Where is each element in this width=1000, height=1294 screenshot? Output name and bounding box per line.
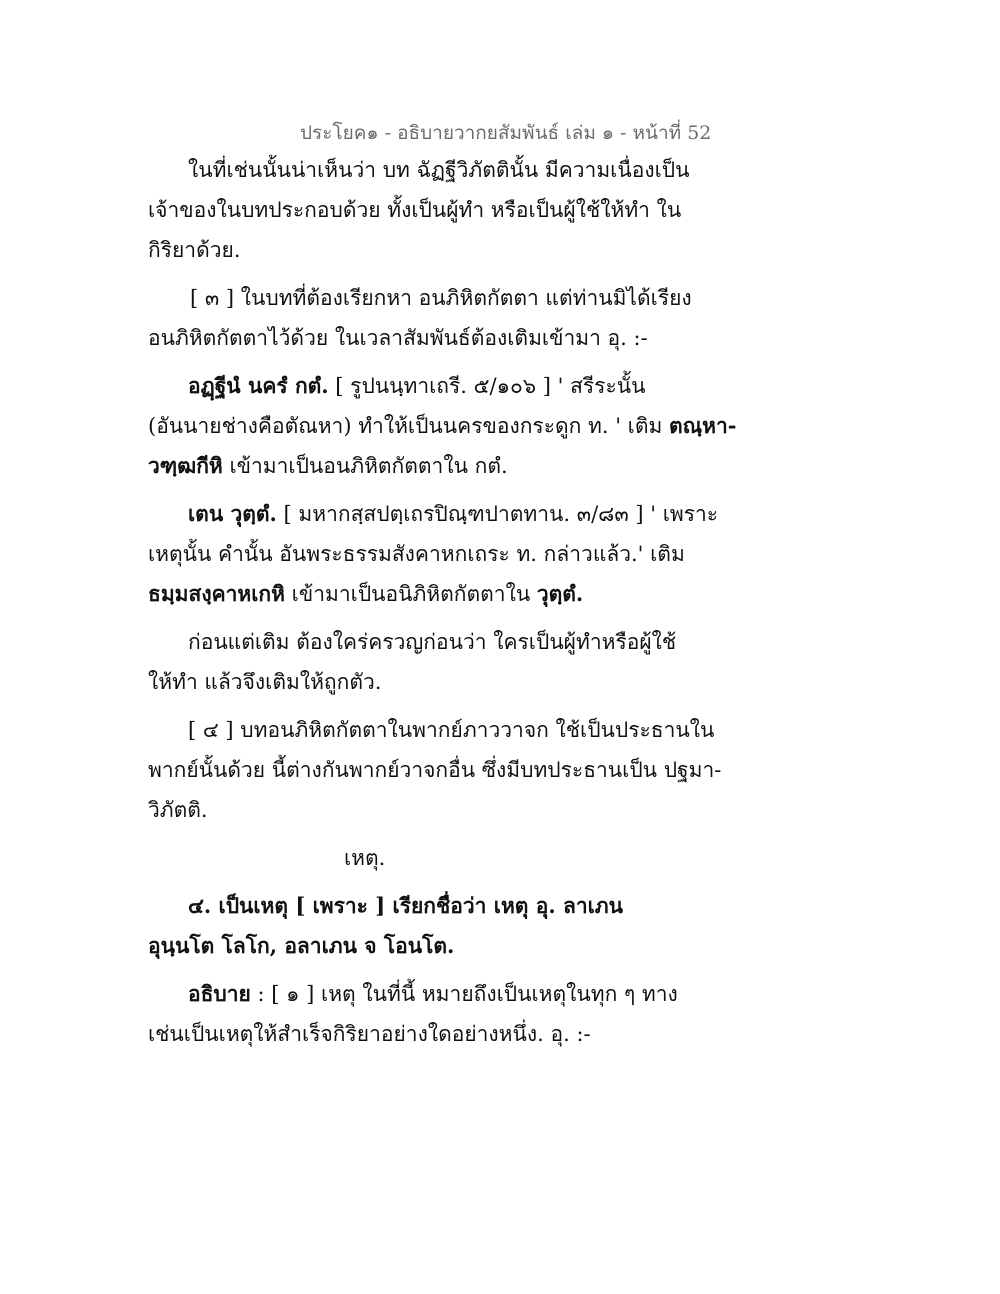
rule-line bbox=[148, 886, 678, 926]
example-text: [ มหากสฺสปตฺเถรปิณฺฑปาตทาน. ๓/๘๓ ] ' เพราะ bbox=[276, 502, 719, 526]
paragraph-line: ก่อนแต่เติม ต้องใคร่ครวญก่อนว่า ใครเป็นผู้ทำหรือผู้ใช้ bbox=[188, 630, 677, 654]
example-text: (อันนายช่างคือตัณหา) ทำให้เป็นนครของกระดูก ท. ' เติม bbox=[148, 414, 669, 438]
paragraph-line: ให้ทำ แล้วจึงเติมให้ถูกตัว. bbox=[148, 670, 382, 694]
example-text: เข้ามาเป็นอนิภิหิตกัตตาใน bbox=[285, 582, 537, 606]
example-line bbox=[148, 574, 678, 614]
rule-line bbox=[148, 926, 678, 966]
explanation-line bbox=[148, 974, 678, 1014]
explanation-label: อธิบาย bbox=[188, 981, 251, 1006]
pali-term: วุตฺตํ. bbox=[536, 581, 584, 606]
paragraph-line: กิริยาด้วย. bbox=[148, 238, 241, 262]
example-line bbox=[148, 406, 737, 446]
paragraph-line: [ ๓ ] ในบทที่ต้องเรียกหา อนภิหิตกัตตา แต่ท่านมิได้เรียง bbox=[190, 286, 692, 310]
paragraph-line: เจ้าของในบทประกอบด้วย ทั้งเป็นผู้ทำ หรือเป็นผู้ใช้ให้ทำ ใน bbox=[148, 198, 682, 222]
pali-term: วฑฺฒกีหิ bbox=[148, 453, 223, 478]
paragraph-line: อนภิหิตกัตตาไว้ด้วย ในเวลาสัมพันธ์ต้องเติมเข้ามา อุ. :- bbox=[148, 326, 648, 350]
paragraph-line: [ ๔ ] บทอนภิหิตกัตตาในพากย์ภาววาจก ใช้เป็นประธานใน bbox=[188, 718, 715, 742]
pali-term: ตณฺหา- bbox=[668, 413, 737, 438]
pali-term: อฏฺฐีนํ นครํ กตํ. bbox=[188, 373, 329, 398]
example-text: เข้ามาเป็นอนภิหิตกัตตาใน กตํ. bbox=[222, 454, 508, 478]
example-line bbox=[148, 366, 678, 406]
example-line bbox=[148, 494, 719, 534]
rule-text: ๔. เป็นเหตุ [ เพราะ ] เรียกชื่อว่า เหตุ อุ. ลาเภน bbox=[188, 893, 624, 918]
rule-text: อุนฺนโต โลโก, อลาเภน จ โอนโต. bbox=[148, 933, 455, 958]
paragraph-line: ในที่เช่นนั้นน่าเห็นว่า บท ฉัฏฐีวิภัตตินั้น มีความเนื่องเป็น bbox=[188, 158, 690, 182]
example-line: เหตุนั้น คำนั้น อันพระธรรมสังคาหกเถระ ท. กล่าวแล้ว.' เติม bbox=[148, 542, 685, 566]
pali-term: เตน วุตฺตํ. bbox=[188, 501, 277, 526]
explanation-text: : [ ๑ ] เหตุ ในที่นี้ หมายถึงเป็นเหตุในทุก ๆ ทาง bbox=[250, 982, 678, 1006]
paragraph-line: วิภัตติ. bbox=[148, 798, 208, 822]
paragraph-line: พากย์นั้นด้วย นี้ต่างกันพากย์วาจกอื่น ซึ่งมีบทประธานเป็น ปฐมา- bbox=[148, 758, 722, 782]
body-text bbox=[148, 150, 737, 1054]
example-line bbox=[148, 446, 678, 486]
section-heading: เหตุ. bbox=[344, 846, 386, 870]
example-text: [ รูปนนฺทาเถรี. ๕/๑๐๖ ] ' สรีระนั้น bbox=[328, 374, 646, 398]
explanation-line: เช่นเป็นเหตุให้สำเร็จกิริยาอย่างใดอย่างหนึ่ง. อุ. :- bbox=[148, 1022, 591, 1046]
running-header: ประโยค๑ - อธิบายวากยสัมพันธ์ เล่ม ๑ - หน้าที่ 52 bbox=[300, 122, 712, 144]
pali-term: ธมฺมสงฺคาหเกหิ bbox=[148, 581, 285, 606]
